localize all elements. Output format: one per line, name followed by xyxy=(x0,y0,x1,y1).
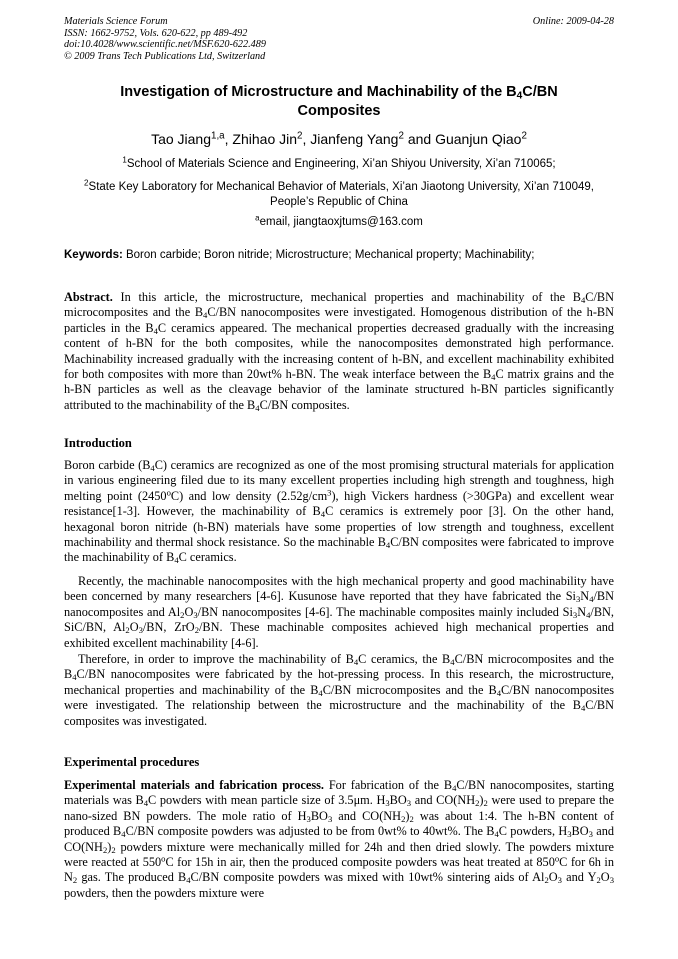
subscript: 4 xyxy=(494,829,499,840)
subscript: 4 xyxy=(496,687,501,698)
subscript: 2 xyxy=(125,625,130,636)
subscript: 2 xyxy=(72,875,78,886)
introduction-paragraph-1 xyxy=(64,458,614,566)
text-run: BO xyxy=(571,824,589,839)
subscript: 4 xyxy=(174,555,179,566)
subscript: 2 xyxy=(596,875,601,886)
author-sup: 2 xyxy=(297,130,303,142)
affiliation-text: State Key Laboratory for Mechanical Behavior of Materials, Xi’an Jiaotong University, Xi’an 710049, xyxy=(88,181,594,193)
author-name: , Zhihao Jin xyxy=(224,131,298,147)
affiliation-sup: 1 xyxy=(122,155,127,165)
text-run: C ceramics. xyxy=(178,550,237,565)
superscript: 3 xyxy=(327,487,332,498)
text-run: and CO(NH xyxy=(332,808,402,823)
text-run: O xyxy=(600,870,610,885)
text-run: and CO(NH xyxy=(411,793,476,808)
text-run: C/BN composites were fabricated to improve the machinability of B xyxy=(64,535,614,565)
text-run: C/BN microcomposites and the B xyxy=(64,652,614,682)
journal-header xyxy=(64,16,266,62)
text-run: C/BN nanocomposites, starting materials was B xyxy=(64,778,614,808)
keywords-text: Boron carbide; Boron nitride; Microstructure; Mechanical property; Machinability; xyxy=(122,249,535,261)
affiliation-sup: 2 xyxy=(84,178,89,188)
title-subscript: 4 xyxy=(516,90,523,102)
text-run: ) xyxy=(405,808,410,823)
affiliation-2 xyxy=(64,180,614,210)
affiliation-1 xyxy=(64,157,614,172)
text-run: N xyxy=(580,589,590,604)
subscript: 4 xyxy=(450,657,455,668)
text-run: C/BN nanocomposites were investigated. The relationship between the microstructure and the machinability of the B xyxy=(64,682,615,713)
subscript: 4 xyxy=(318,687,323,698)
title-text-2: C/BN xyxy=(522,84,558,100)
subscript: 2 xyxy=(475,798,480,809)
subscript: 2 xyxy=(483,798,488,809)
author-sup: 2 xyxy=(398,130,404,142)
text-run: C/BN composite powders was mixed with 10wt% sintering aids of Al xyxy=(190,870,545,885)
experimental-subheading: Experimental materials and fabrication process. xyxy=(64,778,324,792)
text-run: C ceramics appeared. The mechanical properties decreased gradually with the increasing content of h-BN for the both composites, while the nanocomposites demonstrated high performance. Machinability increased gradually with the increasing content of h-BN, and excellent machinability exhibited for both composites with more than 20wt% h-BN. The weak interface between the B xyxy=(64,320,614,382)
subscript: 3 xyxy=(138,625,143,636)
subscript: 4 xyxy=(72,672,77,683)
text-run: C ceramics, the B xyxy=(358,652,451,666)
text-run: BO xyxy=(389,793,407,808)
issn-line: ISSN: 1662-9752, Vols. 620-622, pp 489-492 xyxy=(64,27,248,39)
text-run: /BN, SiC/BN, Al xyxy=(64,604,614,635)
text-run: O xyxy=(184,604,194,619)
text-run: ) xyxy=(479,793,484,808)
author-name: , Jianfeng Yang xyxy=(302,131,399,147)
text-run: powders mixture were mechanically milled for 24h and then dried slowly. The powders mixture were reacted at 550 xyxy=(64,839,614,870)
subscript: 4 xyxy=(580,703,586,714)
online-date: Online: 2009-04-28 xyxy=(532,16,614,27)
subscript: 4 xyxy=(589,594,594,605)
text-run: /BN nanocomposites [4-6]. The machinable composites mainly included Si xyxy=(197,604,573,619)
text-run: C/BN nanocomposites were investigated. Homogenous distribution of the h-BN particles in the B xyxy=(64,305,615,335)
affiliation-text: People’s Republic of China xyxy=(270,196,408,208)
text-run: /BN. These machinable composites achieved high mechanical properties and exhibited excellent machinability [4-6]. xyxy=(64,620,614,650)
author-name: Tao Jiang xyxy=(151,131,212,147)
text-run: powders, then the powders mixture were xyxy=(64,885,265,900)
text-run: N xyxy=(577,604,587,619)
author-list xyxy=(64,131,614,147)
text-run: C) and low density (2.52g/cm xyxy=(170,488,328,503)
journal-name: Materials Science Forum xyxy=(64,16,168,27)
subscript: 3 xyxy=(567,829,572,840)
subscript: 4 xyxy=(491,372,496,383)
subscript: 3 xyxy=(306,813,311,824)
text-run: /BN nanocomposites and Al xyxy=(64,589,614,619)
abstract xyxy=(64,290,614,413)
subscript: 4 xyxy=(186,875,191,886)
subscript: 3 xyxy=(609,875,614,886)
keywords-label: Keywords: xyxy=(64,249,123,261)
text-run: C for 6h in N xyxy=(64,855,615,885)
subscript: 3 xyxy=(588,829,593,840)
subscript: 2 xyxy=(194,625,199,636)
text-run: BO xyxy=(310,808,328,823)
text-run: For fabrication of the B xyxy=(323,778,453,792)
experimental-paragraph xyxy=(64,778,614,901)
subscript: 4 xyxy=(143,798,149,809)
doi-line[interactable]: doi:10.4028/www.scientific.net/MSF.620-622.489 xyxy=(64,39,266,50)
text-run: and Y xyxy=(561,870,597,885)
text-run: O xyxy=(548,870,558,885)
author-sup: 1,a xyxy=(211,130,225,142)
subscript: 3 xyxy=(572,609,578,620)
subscript: 4 xyxy=(121,829,126,840)
text-run: gas. The produced B xyxy=(77,870,187,885)
text-run: C/BN composites. xyxy=(259,397,350,412)
text-run: ) xyxy=(107,839,112,854)
subscript: 2 xyxy=(401,813,406,824)
text-run: C powders, H xyxy=(498,824,568,839)
text-run: C/BN composites was investigated. xyxy=(64,698,614,728)
copyright-line: © 2009 Trans Tech Publications Ltd, Switzerland xyxy=(64,50,266,62)
subscript: 4 xyxy=(255,402,260,413)
author-sup: 2 xyxy=(521,130,527,142)
subscript: 3 xyxy=(327,813,333,824)
introduction-paragraph-3 xyxy=(64,652,614,729)
abstract-label: Abstract. xyxy=(64,290,113,304)
text-run: C for 15h in air, then the produced composite powders was heat treated at 850 xyxy=(165,855,555,870)
subscript: 4 xyxy=(385,540,391,551)
introduction-paragraph-2 xyxy=(64,574,614,651)
text-run: O xyxy=(129,620,139,635)
experimental-heading: Experimental procedures xyxy=(64,755,200,769)
superscript: o xyxy=(161,853,166,864)
subscript: 3 xyxy=(575,594,581,605)
subscript: 2 xyxy=(102,844,108,855)
text-run: C) ceramics are recognized as one of the most promising structural materials for application in various engineering filed due to its many excellent properties including high strength and toughness, high melting point (2450 xyxy=(64,458,614,503)
text-run: Therefore, in order to improve the machinability of B xyxy=(78,652,354,666)
subscript: 4 xyxy=(580,295,586,306)
text-run: was about 1:4. The h-BN content of produced B xyxy=(64,808,615,839)
subscript: 3 xyxy=(193,609,198,620)
subscript: 2 xyxy=(409,813,414,824)
affiliation-text: School of Materials Science and Engineering, Xi’an Shiyou University, Xi’an 710065; xyxy=(126,158,556,170)
subscript: 3 xyxy=(557,875,562,886)
subscript: 3 xyxy=(385,798,390,809)
text-run: Boron carbide (B xyxy=(64,458,151,472)
subscript: 4 xyxy=(203,310,208,321)
superscript: o xyxy=(554,853,560,864)
text-run: C powders with mean particle size of 3.5μm. H xyxy=(148,793,386,808)
text-run: ), high Vickers hardness (>30GPa) and excellent wear resistance[1-3]. However, the machinability of B xyxy=(64,488,614,519)
text-run: C/BN microcomposites and the B xyxy=(64,290,614,320)
subscript: 2 xyxy=(544,875,549,886)
keywords xyxy=(64,249,614,261)
text-run: C/BN microcomposites and the B xyxy=(322,682,497,697)
text-run: C/BN composite powders was adjusted to be from 0wt% to 40wt%. The B xyxy=(125,824,495,839)
paper-title xyxy=(64,83,614,121)
title-line-2: Composites xyxy=(297,103,381,119)
subscript: 4 xyxy=(452,783,457,794)
subscript: 3 xyxy=(406,798,412,809)
subscript: 4 xyxy=(353,657,359,668)
text-run: and CO(NH xyxy=(64,824,614,854)
subscript: 4 xyxy=(586,609,591,620)
author-name: and Guanjun Qiao xyxy=(403,131,522,147)
subscript: 4 xyxy=(150,463,155,474)
email-sup: a xyxy=(255,213,260,223)
text-run: Recently, the machinable nanocomposites with the high mechanical property and good machinability have been concerned by many researchers [4-6]. Kusunose have reported that they have fabricated the Si xyxy=(64,574,614,604)
superscript: o xyxy=(166,487,171,498)
email-line xyxy=(64,215,614,230)
title-text: Investigation of Microstructure and Machinability of the B xyxy=(120,84,517,100)
introduction-heading: Introduction xyxy=(64,436,132,450)
text-run: C ceramics is extremely poor [3]. On the other hand, hexagonal boron nitride (h-BN) materials have some properties of low strength and toughness, excellent machinability and thermal shock resistance. So the machinable B xyxy=(64,504,614,550)
subscript: 4 xyxy=(153,325,158,336)
text-run: C matrix grains and the h-BN particles as well as the cleavage behavior of the laminate structured h-BN particles significantly attributed to the machinability of the B xyxy=(64,367,614,412)
subscript: 2 xyxy=(111,844,116,855)
subscript: 2 xyxy=(180,609,185,620)
subscript: 4 xyxy=(320,509,326,520)
text-run: were used to prepare the nano-sized BN powders. The mole ratio of H xyxy=(64,793,614,823)
email-address[interactable]: email, jiangtaoxjtums@163.com xyxy=(259,216,423,228)
text-run: C/BN nanocomposites were fabricated by the hot-pressing process. In this research, the microstructure, mechanical properties and machinability of the B xyxy=(64,667,614,697)
text-run: /BN, ZrO xyxy=(142,620,195,635)
text-run: In this article, the microstructure, mechanical properties and machinability of the B xyxy=(112,290,581,304)
